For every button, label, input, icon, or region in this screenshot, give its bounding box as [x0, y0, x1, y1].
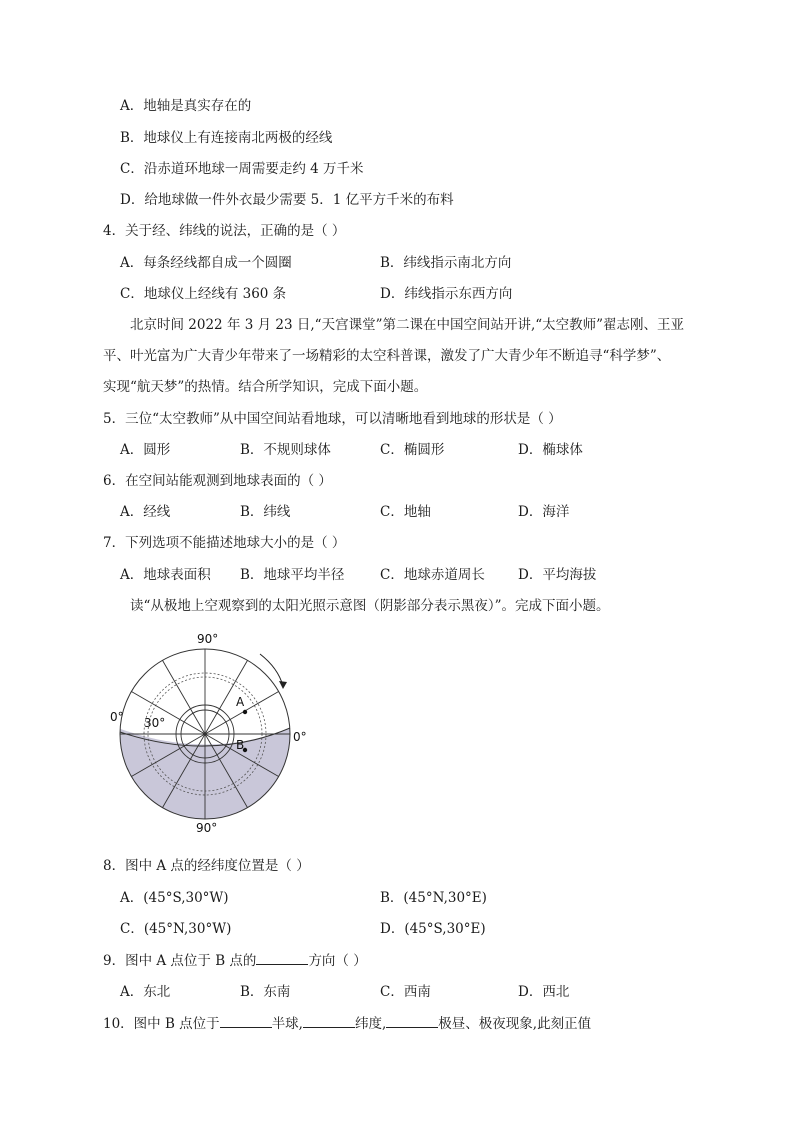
label-point-b: B — [236, 738, 245, 752]
q8-stem: 8．图中 A 点的经纬度位置是（ ） — [103, 858, 310, 874]
point-a-marker — [243, 710, 247, 714]
q5-stem: 5．三位“太空教师”从中国空间站看地球，可以清晰地看到地球的形状是（ ） — [103, 411, 562, 427]
q10-stem — [103, 1013, 591, 1034]
q8-option-a: A．(45°S,30°W) — [120, 890, 229, 906]
q10-part1: 10．图中 B 点位于 — [103, 1016, 220, 1032]
q4-option-c: C．地球仪上经线有 360 条 — [120, 286, 287, 302]
q3-option-d: D．给地球做一件外衣最少需要 5．1 亿平方千米的布料 — [120, 192, 454, 208]
passage1-line3: 实现“航天梦”的热情。结合所学知识，完成下面小题。 — [103, 379, 428, 395]
q6-stem: 6．在空间站能观测到地球表面的（ ） — [103, 473, 332, 489]
passage2: 读“从极地上空观察到的太阳光照示意图（阴影部分表示黑夜）”。完成下面小题。 — [130, 598, 610, 614]
q10-part4: 极昼、极夜现象,此刻正值 — [438, 1016, 592, 1032]
q10-part3: 纬度, — [354, 1016, 387, 1032]
q7-option-b: B．地球平均半径 — [240, 567, 345, 583]
q9-stem-post: 方向（ ） — [308, 953, 367, 969]
q4-option-b: B．纬线指示南北方向 — [380, 255, 512, 271]
q9-option-c: C．西南 — [380, 984, 431, 1000]
q6-option-d: D．海洋 — [518, 504, 570, 520]
q6-option-c: C．地轴 — [380, 504, 431, 520]
q8-option-b: B．(45°N,30°E) — [380, 890, 487, 906]
q7-stem: 7．下列选项不能描述地球大小的是（ ） — [103, 535, 346, 551]
q9-blank — [256, 950, 308, 965]
q7-option-c: C．地球赤道周长 — [380, 567, 485, 583]
q6-option-a: A．经线 — [120, 504, 171, 520]
q6-option-b: B．纬线 — [240, 504, 291, 520]
q10-blank-2 — [303, 1013, 355, 1028]
rotation-arrowhead — [279, 681, 287, 689]
q9-option-a: A．东北 — [120, 984, 171, 1000]
label-point-a: A — [236, 695, 245, 709]
polar-illumination-diagram — [100, 628, 330, 838]
label-right-0: 0° — [293, 730, 307, 744]
q7-option-a: A．地球表面积 — [120, 567, 211, 583]
label-left-0: 0° — [110, 710, 124, 724]
q9-option-d: D．西北 — [518, 984, 570, 1000]
passage1-line2: 平、叶光富为广大青少年带来了一场精彩的太空科普课，激发了广大青少年不断追寻“科学梦”、 — [103, 348, 671, 364]
q5-option-b: B．不规则球体 — [240, 442, 331, 458]
q3-option-a: A．地轴是真实存在的 — [120, 98, 252, 114]
passage1-line1: 北京时间 2022 年 3 月 23 日,“天宫课堂”第二课在中国空间站开讲,“太空教师”翟志刚、王亚 — [130, 317, 685, 333]
q9-option-b: B．东南 — [240, 984, 291, 1000]
q5-option-d: D．椭球体 — [518, 442, 583, 458]
q8-option-d: D．(45°S,30°E) — [380, 921, 486, 937]
q10-part2: 半球, — [271, 1016, 303, 1032]
q3-option-b: B．地球仪上有连接南北两极的经线 — [120, 130, 333, 146]
q10-blank-1 — [220, 1013, 272, 1028]
q4-option-a: A．每条经线都自成一个圆圈 — [120, 255, 292, 271]
q5-option-c: C．椭圆形 — [380, 442, 445, 458]
q7-option-d: D．平均海拔 — [518, 567, 597, 583]
q9-stem — [103, 950, 367, 971]
label-30: 30° — [144, 716, 166, 730]
q10-blank-3 — [386, 1013, 438, 1028]
label-top-90: 90° — [197, 632, 219, 646]
q4-option-d: D．纬线指示东西方向 — [380, 286, 513, 302]
q5-option-a: A．圆形 — [120, 442, 171, 458]
q4-stem: 4．关于经、纬线的说法，正确的是（ ） — [103, 223, 346, 239]
label-bottom-90: 90° — [196, 821, 218, 835]
q9-stem-pre: 9．图中 A 点位于 B 点的 — [103, 953, 257, 969]
q8-option-c: C．(45°N,30°W) — [120, 921, 232, 937]
q3-option-c: C．沿赤道环地球一周需要走约 4 万千米 — [120, 161, 364, 177]
